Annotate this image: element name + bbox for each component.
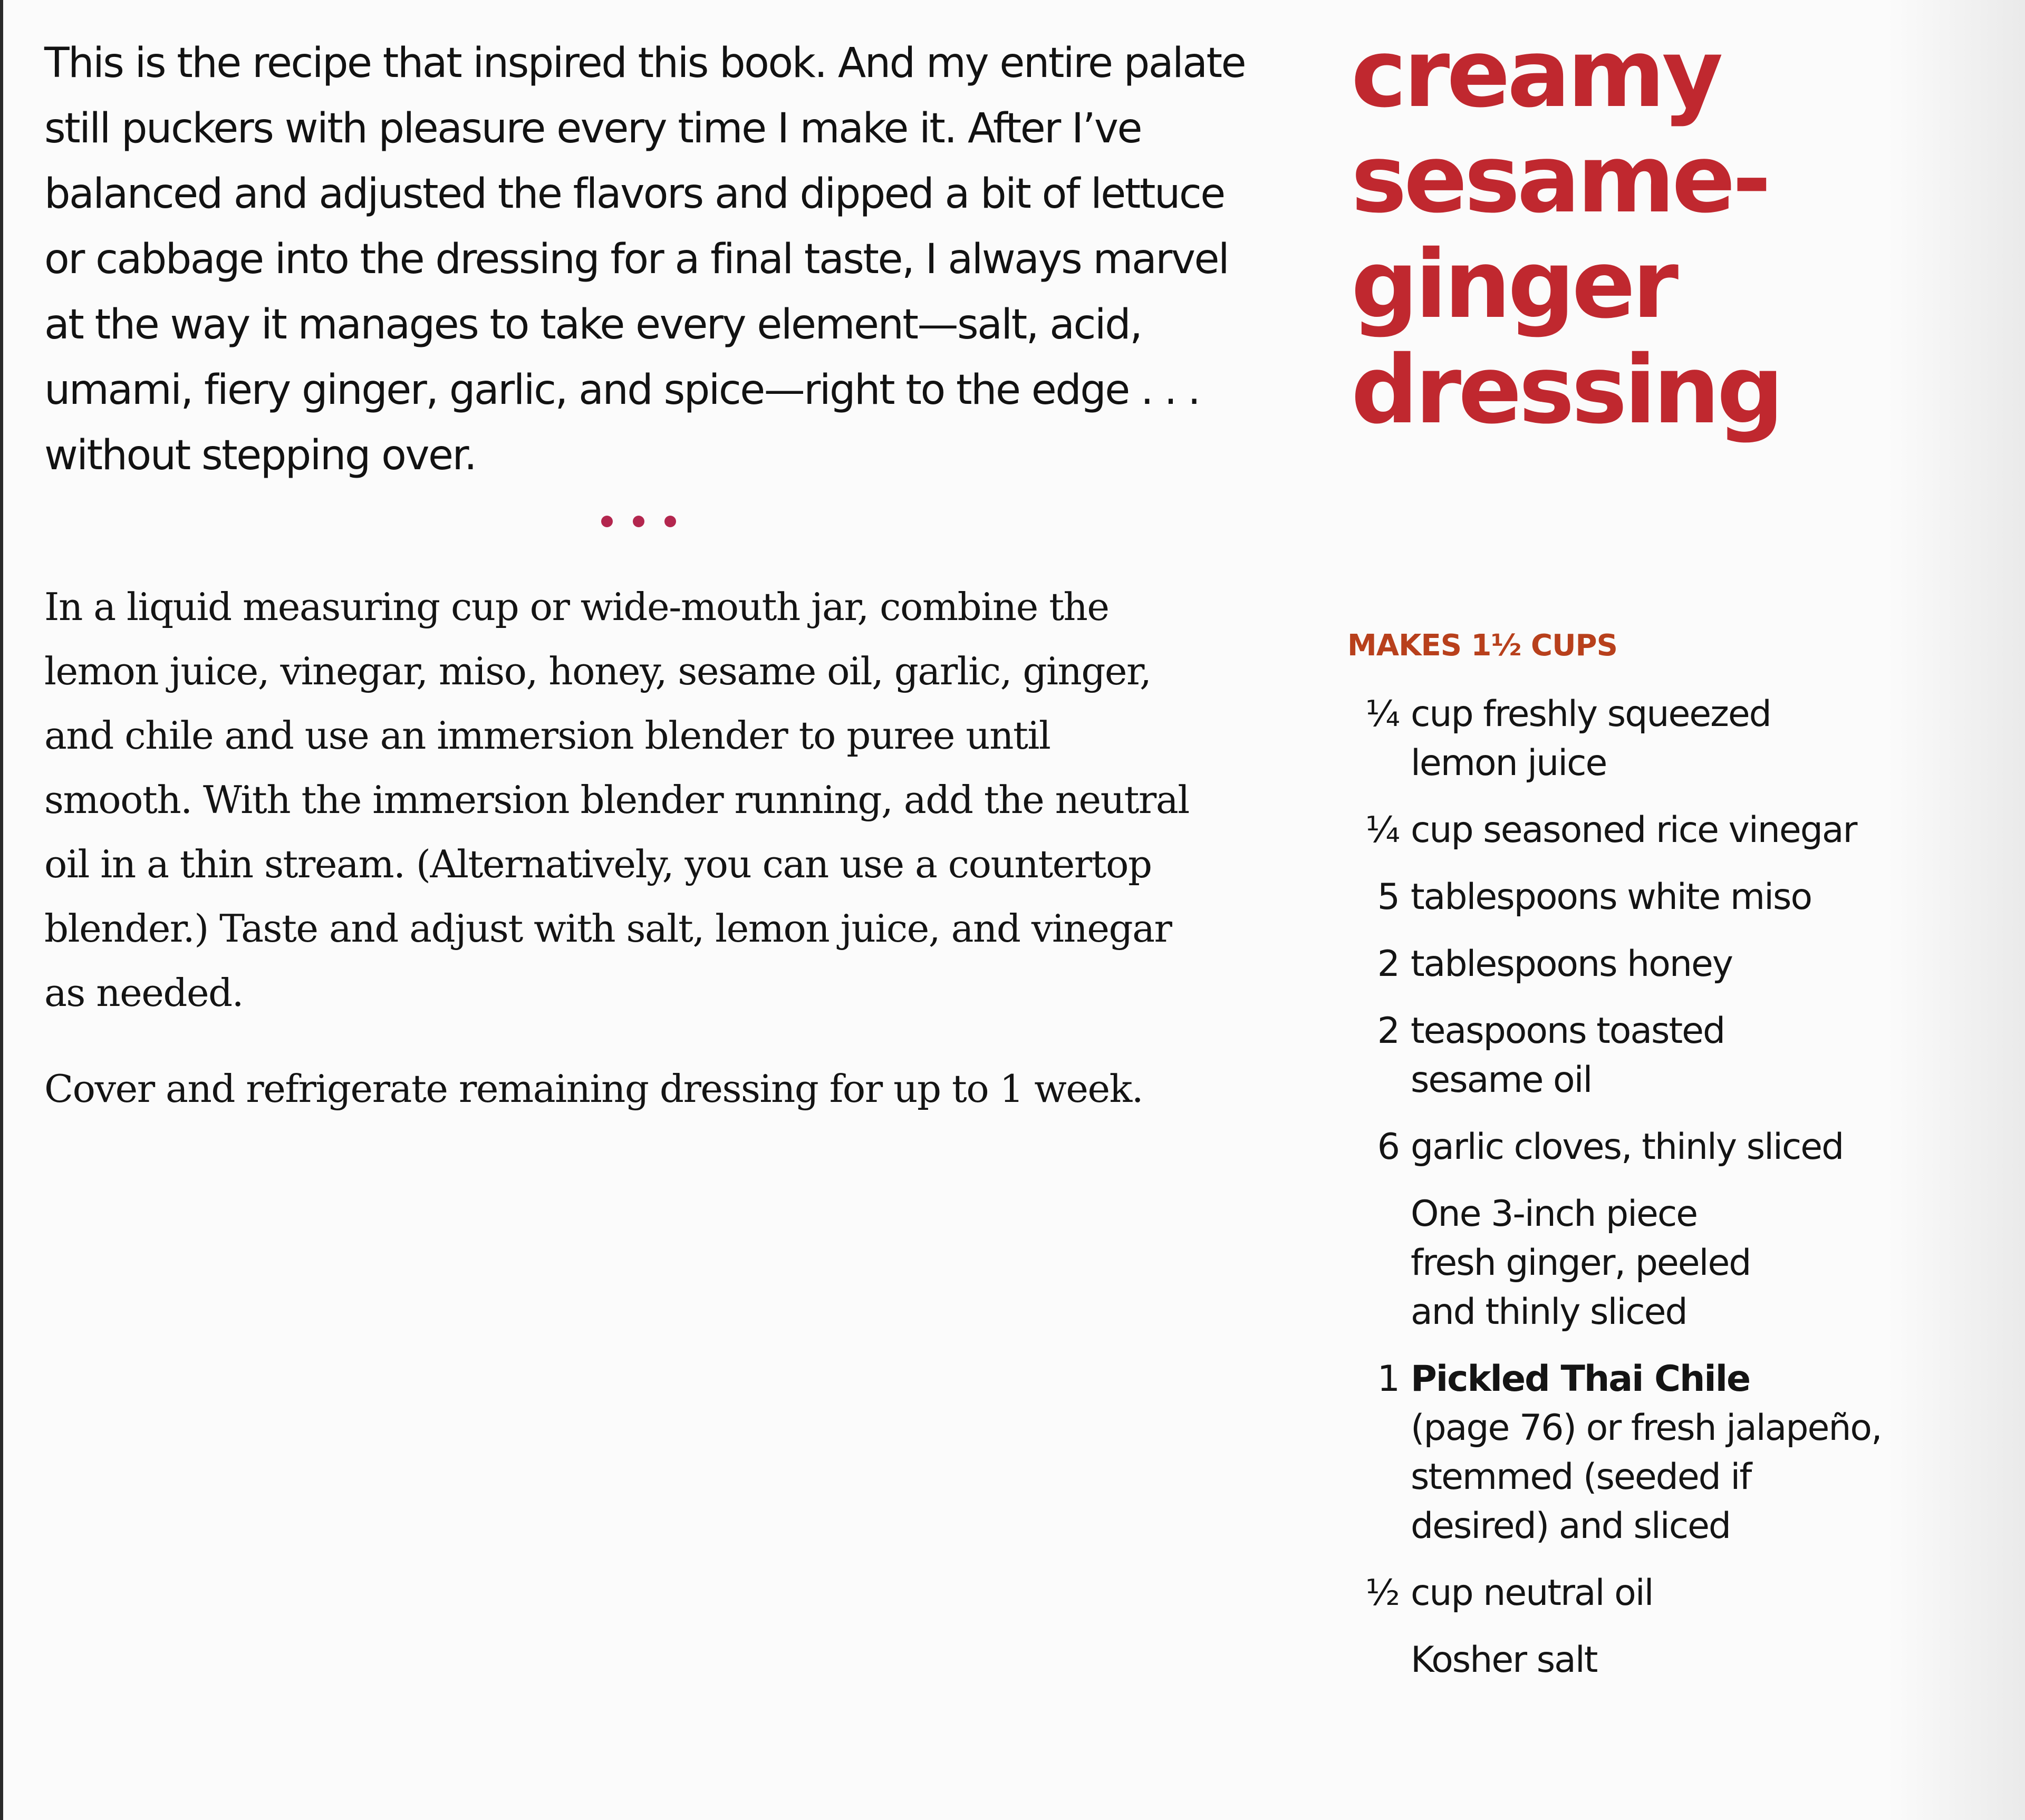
ingredient-line: lemon juice [1411, 742, 1607, 784]
ingredient-line: Kosher salt [1411, 1639, 1597, 1681]
ingredient-item [1347, 1006, 1927, 1105]
ingredient-line: and thinly sliced [1411, 1291, 1687, 1333]
ingredient-description [1411, 873, 1811, 922]
headnote-line: umami, fiery ginger, garlic, and spice—right to the edge . . . [44, 366, 1200, 414]
method-line: lemon juice, vinegar, miso, honey, sesame oil, garlic, ginger, [44, 649, 1151, 693]
ingredient-quantity: 2 [1377, 943, 1399, 985]
headnote-line: still puckers with pleasure every time I make it. After I’ve [44, 105, 1142, 152]
method-line: blender.) Taste and adjust with salt, lemon juice, and vinegar [44, 906, 1172, 951]
ingredient-item [1347, 806, 1927, 855]
ingredient-line: One 3-inch piece [1411, 1193, 1698, 1235]
ingredient-description [1411, 1569, 1653, 1618]
ingredient-description [1411, 806, 1857, 855]
ingredient-quantity: 6 [1377, 1126, 1399, 1168]
ingredient-line: fresh ginger, peeled [1411, 1242, 1751, 1284]
ingredient-description [1411, 1635, 1597, 1685]
three-dots-ornament-icon [601, 516, 676, 527]
ingredient-quantity [1347, 1189, 1411, 1337]
ingredient-line: teaspoons toasted [1411, 1010, 1725, 1052]
ingredient-description [1411, 940, 1732, 989]
ingredient-description [1411, 1354, 1882, 1551]
headnote-line: at the way it manages to take every element—salt, acid, [44, 301, 1142, 348]
ingredient-item [1347, 940, 1927, 989]
dot-icon [601, 516, 613, 527]
ingredient-quantity: ¼ [1365, 809, 1399, 851]
recipe-yield: MAKES 1½ CUPS [1347, 628, 1617, 663]
title-line: dressing [1351, 335, 1781, 444]
ingredient-line: garlic cloves, thinly sliced [1411, 1126, 1844, 1168]
ingredient-description [1411, 1189, 1750, 1337]
ingredient-quantity: 5 [1377, 876, 1399, 918]
recipe-title [1351, 21, 1781, 443]
recipe-headnote [44, 31, 1247, 488]
ingredient-line: stemmed (seeded if [1411, 1456, 1751, 1498]
ingredient-line: (page 76) or fresh jalapeño, [1411, 1407, 1882, 1449]
ingredient-item [1347, 873, 1927, 922]
title-line: creamy [1351, 19, 1720, 128]
ingredient-item [1347, 1122, 1927, 1172]
headnote-line: balanced and adjusted the flavors and dipped a bit of lettuce [44, 170, 1224, 218]
ingredient-item [1347, 1189, 1927, 1337]
ingredient-line: cup neutral oil [1411, 1572, 1653, 1614]
method-paragraph [44, 575, 1247, 1025]
ingredient-line: tablespoons white miso [1411, 876, 1812, 918]
method-line: as needed. [44, 971, 244, 1015]
headnote-line: This is the recipe that inspired this book. And my entire palate [44, 40, 1246, 87]
headnote-line: or cabbage into the dressing for a final taste, I always marvel [44, 236, 1229, 283]
ingredient-item [1347, 1354, 1927, 1551]
ingredient-line: desired) and sliced [1411, 1505, 1731, 1547]
ingredient-quantity [1347, 1635, 1411, 1685]
method-line: In a liquid measuring cup or wide-mouth jar, combine the [44, 585, 1109, 629]
ingredient-line: cup freshly squeezed [1411, 693, 1771, 735]
page-binding-edge [0, 0, 3, 1820]
ingredient-line: cup seasoned rice vinegar [1411, 809, 1857, 851]
ingredient-line: sesame oil [1411, 1059, 1592, 1101]
ingredient-description [1411, 1122, 1843, 1172]
ingredient-list [1347, 690, 1927, 1702]
ingredient-quantity: ¼ [1365, 693, 1399, 735]
recipe-method [44, 575, 1247, 1121]
ingredient-item [1347, 1635, 1927, 1685]
ingredient-item [1347, 690, 1927, 788]
ingredient-quantity: ½ [1365, 1572, 1399, 1614]
headnote-line: without stepping over. [44, 432, 476, 479]
ingredient-item [1347, 1569, 1927, 1618]
ingredient-quantity: 1 [1377, 1358, 1399, 1400]
title-line: sesame- [1351, 124, 1768, 234]
ingredient-description [1411, 1006, 1724, 1105]
ingredient-description [1411, 690, 1771, 788]
ingredient-quantity: 2 [1377, 1010, 1399, 1052]
ingredient-line: tablespoons honey [1411, 943, 1733, 985]
method-line: and chile and use an immersion blender to puree until [44, 713, 1050, 758]
storage-note: Cover and refrigerate remaining dressing for up to 1 week. [44, 1067, 1143, 1111]
title-line: ginger [1351, 230, 1676, 339]
method-line: smooth. With the immersion blender running, add the neutral [44, 778, 1189, 822]
dot-icon [664, 516, 676, 527]
ingredient-cross-reference-link[interactable]: Pickled Thai Chile [1411, 1358, 1750, 1400]
method-line: oil in a thin stream. (Alternatively, you can use a countertop [44, 842, 1152, 886]
dot-icon [633, 516, 644, 527]
